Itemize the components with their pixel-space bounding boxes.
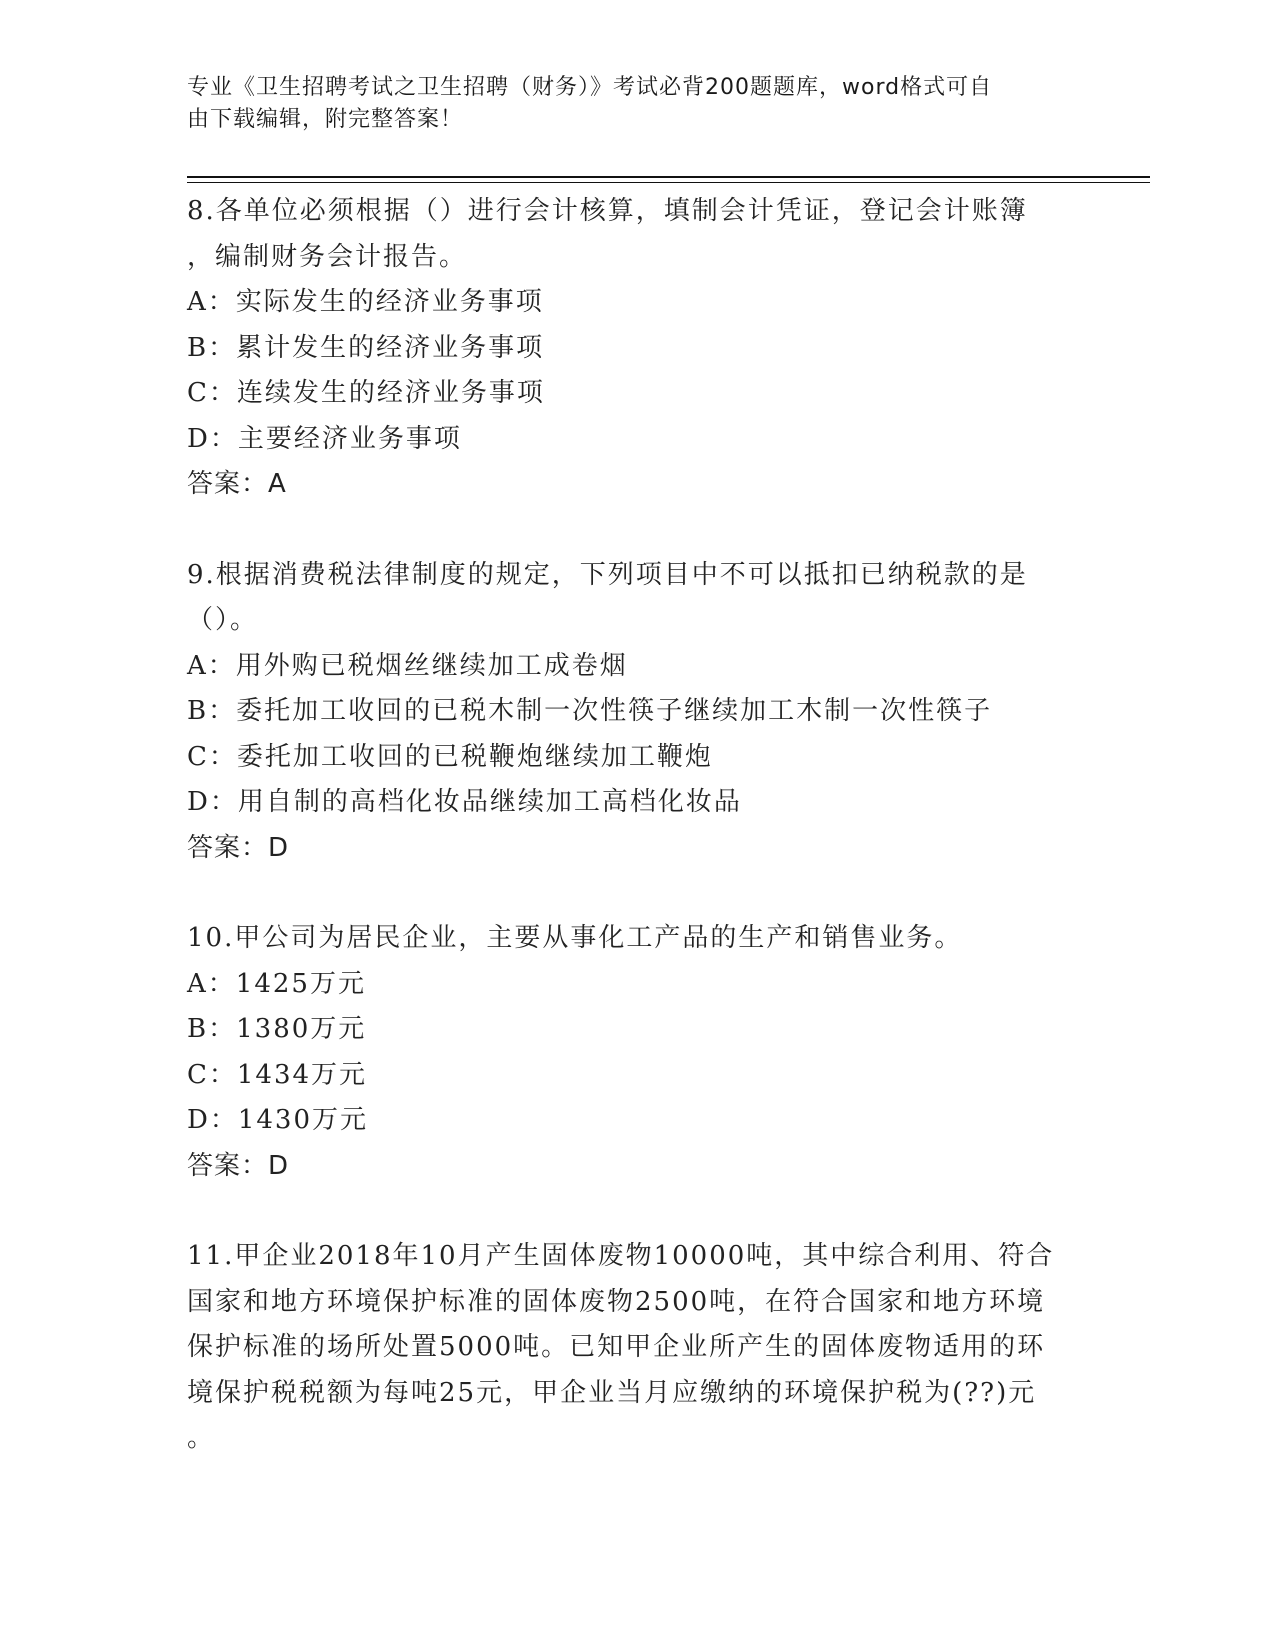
question-8 bbox=[187, 189, 1077, 508]
question-stem: 保护标准的场所处置5000吨。已知甲企业所产生的固体废物适用的环 bbox=[187, 1332, 1046, 1362]
option-a: A：用外购已税烟丝继续加工成卷烟 bbox=[187, 650, 628, 681]
answer-label: 答案：D bbox=[187, 832, 290, 863]
question-stem: 11.甲企业2018年10月产生固体废物10000吨，其中综合利用、符合 bbox=[187, 1241, 1055, 1271]
question-stem: 境保护税税额为每吨25元，甲企业当月应缴纳的环境保护税为(??)元 bbox=[187, 1377, 1037, 1408]
option-d: D：主要经济业务事项 bbox=[187, 423, 462, 454]
option-a: A：实际发生的经济业务事项 bbox=[187, 287, 544, 317]
question-stem: 国家和地方环境保护标准的固体废物2500吨，在符合国家和地方环境 bbox=[187, 1286, 1046, 1317]
question-stem: 9.根据消费税法律制度的规定，下列项目中不可以抵扣已纳税款的是 bbox=[187, 559, 1028, 590]
header-line-2: 由下载编辑，附完整答案！ bbox=[187, 107, 464, 132]
option-c: C：连续发生的经济业务事项 bbox=[187, 378, 545, 408]
question-stem: 。 bbox=[187, 1423, 216, 1453]
question-stem: 8.各单位必须根据（）进行会计核算，填制会计凭证，登记会计账簿 bbox=[187, 196, 1028, 226]
question-stem: 10.甲公司为居民企业，主要从事化工产品的生产和销售业务。 bbox=[187, 923, 963, 953]
option-c: C：1434万元 bbox=[187, 1059, 368, 1090]
spacer bbox=[187, 1189, 1077, 1234]
option-d: D：用自制的高档化妆品继续加工高档化妆品 bbox=[187, 787, 742, 817]
question-10 bbox=[187, 916, 1077, 1189]
question-9 bbox=[187, 553, 1077, 872]
document-header bbox=[187, 72, 1077, 136]
option-d: D：1430万元 bbox=[187, 1105, 369, 1135]
header-divider-thick bbox=[187, 176, 1150, 178]
spacer bbox=[187, 508, 1077, 553]
option-b: B：累计发生的经济业务事项 bbox=[187, 332, 545, 363]
header-line-1: 专业《卫生招聘考试之卫生招聘（财务）》考试必背200题题库，word格式可自 bbox=[187, 75, 993, 100]
header-divider-thin bbox=[187, 182, 1150, 183]
question-list bbox=[187, 189, 1077, 1462]
question-11 bbox=[187, 1234, 1077, 1462]
question-stem: ，编制财务会计报告。 bbox=[187, 241, 468, 272]
spacer bbox=[187, 871, 1077, 916]
answer-label: 答案：A bbox=[187, 469, 287, 499]
option-c: C：委托加工收回的已税鞭炮继续加工鞭炮 bbox=[187, 741, 713, 772]
option-a: A：1425万元 bbox=[187, 968, 366, 999]
question-stem: （）。 bbox=[187, 605, 259, 635]
option-b: B：委托加工收回的已税木制一次性筷子继续加工木制一次性筷子 bbox=[187, 696, 993, 726]
answer-label: 答案：D bbox=[187, 1150, 290, 1181]
option-b: B：1380万元 bbox=[187, 1014, 367, 1044]
